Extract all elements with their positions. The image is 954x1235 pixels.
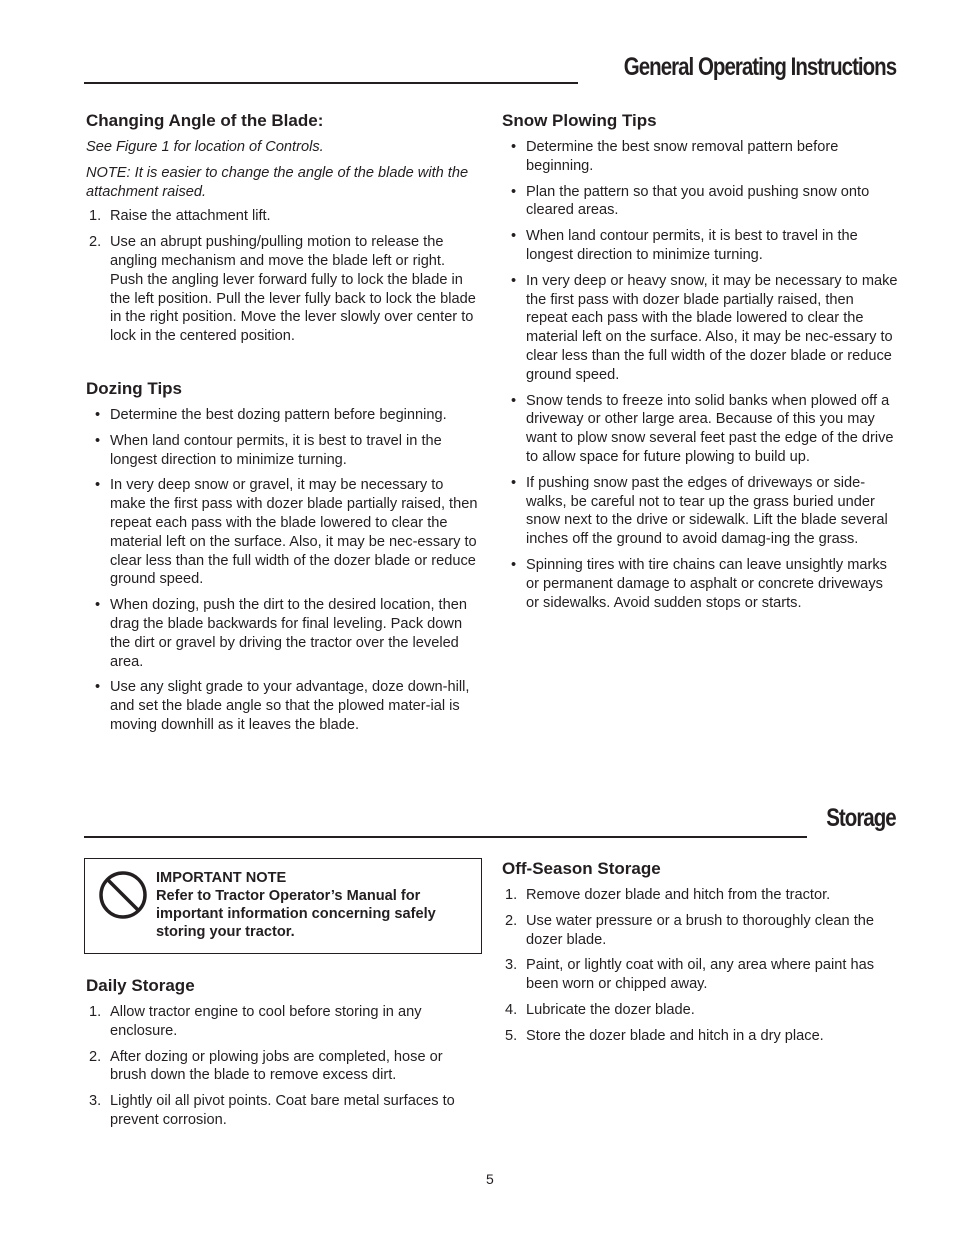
- snow-tips-list: [502, 138, 898, 612]
- list-item: 4. Lubricate the dozer blade.: [505, 1001, 695, 1018]
- list-item: • Snow tends to freeze into solid banks when plowed off a driveway or other large area. Because of this you may want to plow snow several feet past the edge of the drive to allow space for future plowing to build up.: [511, 392, 894, 465]
- list-item: • If pushing snow past the edges of driveways or side-walks, be careful not to tear up the grass buried under snow next to the drive or sidewalk. Lift the blade several inches off the ground to avoid damag-ing the grass.: [511, 474, 888, 548]
- list-item: 3. Paint, or lightly coat with oil, any area where paint has been worn or chipped away.: [505, 957, 875, 993]
- storage-rule: [84, 836, 807, 838]
- daily-storage-column: [86, 975, 482, 1130]
- list-item: 5. Store the dozer blade and hitch in a dry place.: [505, 1027, 824, 1044]
- note-text: NOTE: It is easier to change the angle of the blade with the attachment raised.: [86, 164, 469, 200]
- list-item: • Determine the best snow removal pattern before beginning.: [511, 139, 839, 174]
- list-item: 3. Lightly oil all pivot points. Coat bare metal surfaces to prevent corrosion.: [89, 1093, 455, 1128]
- list-item: • When dozing, push the dirt to the desired location, then drag the blade backwards for final leveling. Pack down the dirt or gravel by driving the tractor over the leveled area.: [95, 597, 467, 670]
- offseason-storage-column: [502, 858, 898, 1046]
- list-item: • In very deep snow or gravel, it may be necessary to make the first pass with dozer blade partially raised, then repeat each pass with the blade lowered to clear the material left on the surface. Also, it may be nec-essary to clear less than the full width of the dozer blade or reduce ground speed.: [95, 477, 478, 588]
- list-item: • Determine the best dozing pattern before beginning.: [95, 406, 447, 423]
- list-item: • Use any slight grade to your advantage, doze down-hill, and set the blade angle so that the plowed mater-ial is moving downhill as it leaves the blade.: [95, 679, 470, 733]
- page-number: 5: [486, 1171, 494, 1187]
- list-item: 2. Use an abrupt pushing/pulling motion to release the angling mechanism and move the blade left or right. Push the angling lever forward fully to lock the blade in the left position. Pull the lever fully back to lock the blade in the right position. Move the lever slowly over center to lock in the centered position.: [89, 234, 476, 345]
- important-note-box: [84, 858, 482, 954]
- list-item: • Plan the pattern so that you avoid pushing snow onto cleared areas.: [511, 183, 870, 219]
- storage-title: Storage: [826, 804, 896, 832]
- list-item: • When land contour permits, it is best to travel in the longest direction to minimize turning.: [511, 228, 858, 263]
- list-item: • Spinning tires with tire chains can leave unsightly marks or permanent damage to asphalt or concrete driveways or sidewalks. Avoid sudden stops or starts.: [511, 556, 887, 611]
- right-column-top: [502, 110, 898, 612]
- snow-tips-heading: Snow Plowing Tips: [502, 111, 657, 130]
- list-item: • In very deep or heavy snow, it may be necessary to make the first pass with dozer blade partially raised, then repeat each pass with the blade lowered to clear the material left on the surface. Also, it may be nec-essary to clear less than the full width of the dozer blade or reduce ground speed.: [511, 272, 898, 383]
- offseason-storage-heading: Off-Season Storage: [502, 859, 661, 878]
- changing-angle-steps: [86, 207, 482, 346]
- header-rule: [84, 82, 578, 84]
- list-item: 1. Raise the attachment lift.: [89, 208, 271, 225]
- left-column-top: [86, 110, 482, 735]
- see-figure-text: See Figure 1 for location of Controls.: [86, 139, 324, 155]
- dozing-tips-heading: Dozing Tips: [86, 378, 183, 398]
- prohibition-icon: [98, 870, 148, 920]
- list-item: • When land contour permits, it is best to travel in the longest direction to minimize turning.: [95, 432, 442, 468]
- page-title: General Operating Instructions: [623, 53, 896, 81]
- offseason-storage-steps: [502, 886, 898, 1046]
- daily-storage-steps: [86, 1003, 482, 1130]
- daily-storage-heading: Daily Storage: [86, 976, 195, 995]
- dozing-tips-list: [86, 406, 482, 735]
- list-item: 1. Remove dozer blade and hitch from the tractor.: [505, 887, 831, 903]
- important-note-text: [156, 869, 476, 941]
- important-note-body: Refer to Tractor Operator’s Manual for important information concerning safely storing your tractor.: [156, 888, 436, 940]
- list-item: 2. After dozing or plowing jobs are completed, hose or brush down the blade to remove excess dirt.: [89, 1048, 443, 1084]
- list-item: 1. Allow tractor engine to cool before storing in any enclosure.: [89, 1004, 422, 1039]
- important-note-title: IMPORTANT NOTE: [156, 870, 287, 886]
- changing-angle-heading: Changing Angle of the Blade:: [86, 111, 324, 130]
- list-item: 2. Use water pressure or a brush to thoroughly clean the dozer blade.: [505, 912, 875, 948]
